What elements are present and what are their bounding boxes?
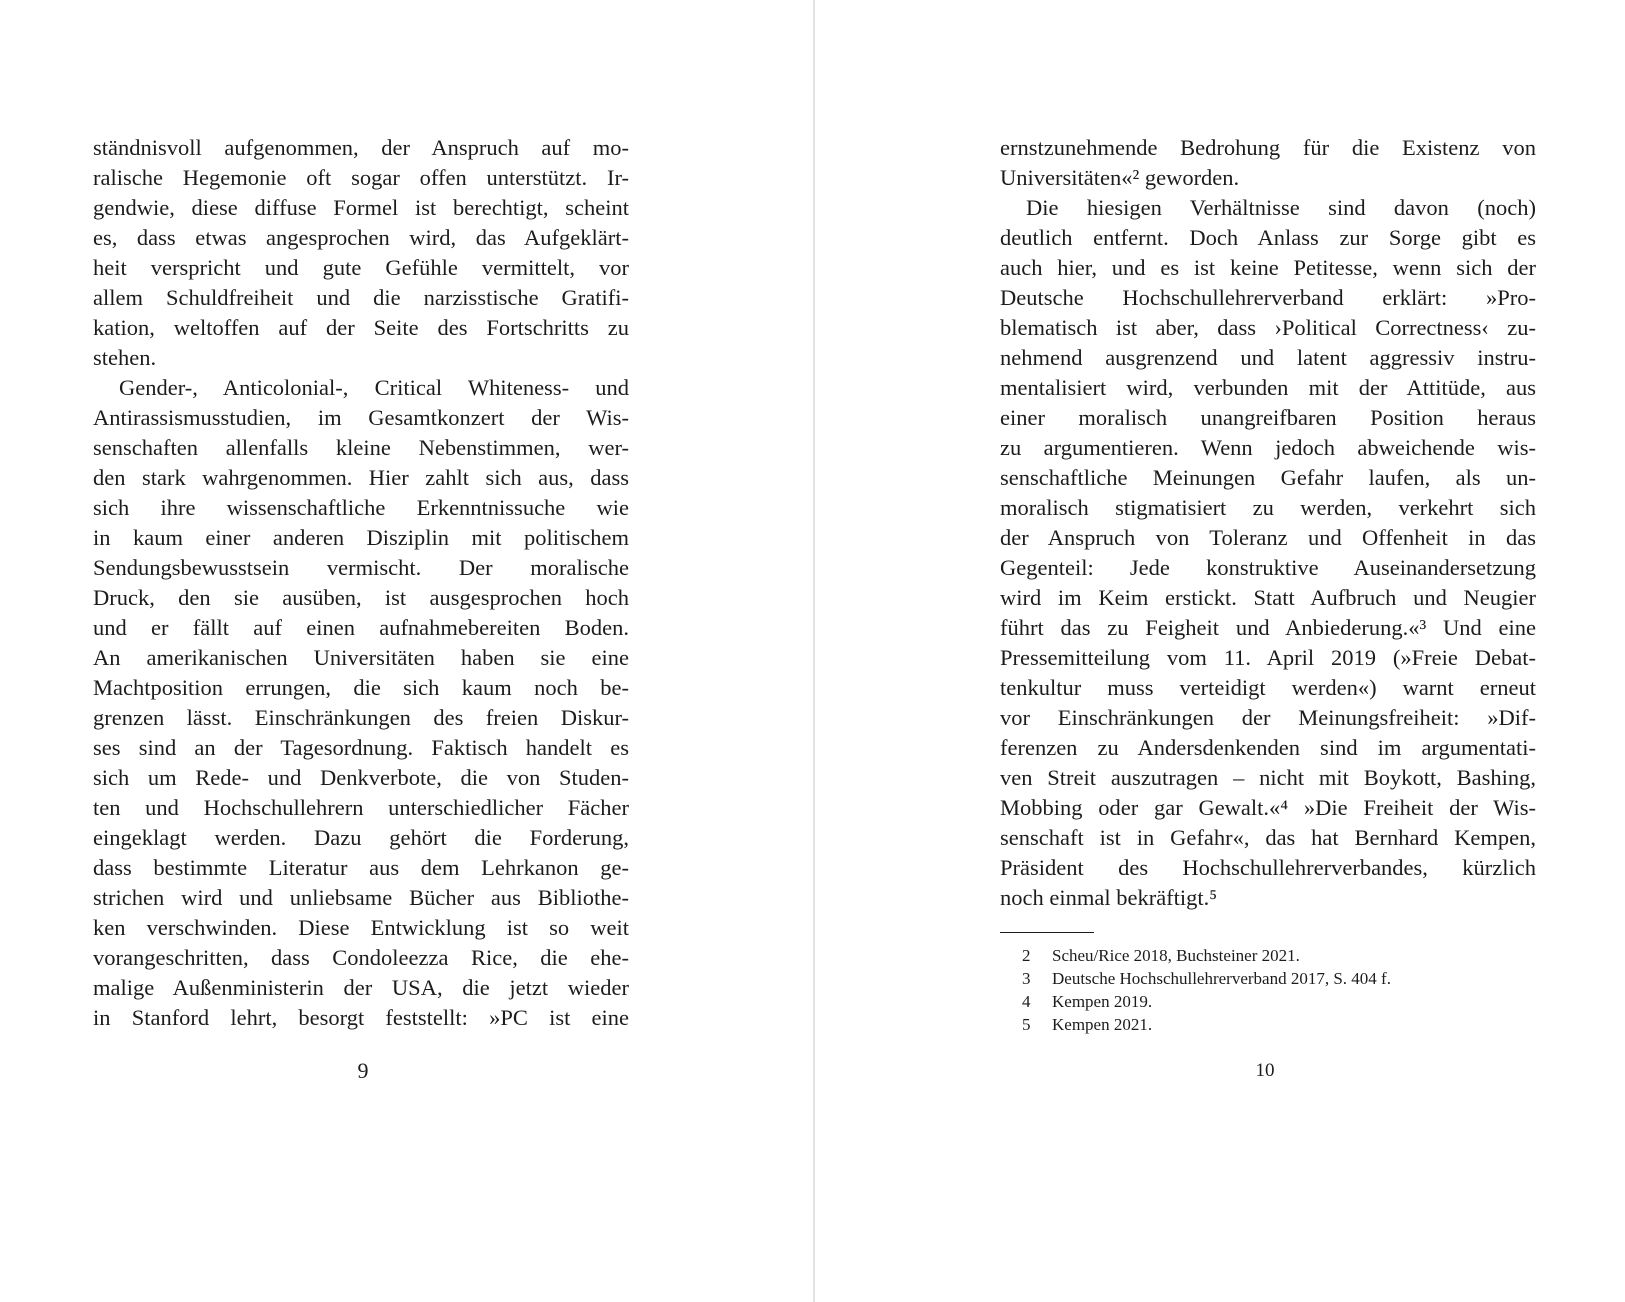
text-line: Universitäten«² geworden.: [1000, 165, 1240, 190]
text-line: heit verspricht und gute Gefühle vermittelt, vor: [93, 255, 629, 280]
text-line: grenzen lässt. Einschränkungen des freien Diskur-: [93, 705, 629, 730]
footnote-number: 3: [1022, 969, 1031, 988]
text-line: sich um Rede- und Denkverbote, die von Studen-: [93, 765, 629, 790]
text-line: Mobbing oder gar Gewalt.«⁴ »Die Freiheit der Wis-: [1000, 795, 1536, 820]
text-line: Machtposition errungen, die sich kaum noch be-: [93, 675, 629, 700]
footnotes: [1022, 944, 1522, 1036]
footnote-divider: [1000, 932, 1094, 933]
text-line: Antirassismusstudien, im Gesamtkonzert der Wis-: [93, 405, 629, 430]
page-number-left: 9: [357, 1058, 369, 1083]
text-line: senschaft ist in Gefahr«, das hat Bernhard Kempen,: [1000, 825, 1536, 850]
right-page-body: [1000, 133, 1536, 913]
text-line: An amerikanischen Universitäten haben sie eine: [93, 645, 629, 670]
text-line: ses sind an der Tagesordnung. Faktisch handelt es: [93, 735, 629, 760]
footnote-number: 5: [1022, 1015, 1031, 1034]
footnote-text: Scheu/Rice 2018, Buchsteiner 2021.: [1052, 946, 1300, 965]
footnote: [1022, 967, 1522, 990]
text-line: senschaftliche Meinungen Gefahr laufen, als un-: [1000, 465, 1536, 490]
footnote-number: 2: [1022, 946, 1031, 965]
text-line: allem Schuldfreiheit und die narzisstische Gratifi-: [93, 285, 629, 310]
footnote-text: Deutsche Hochschullehrerverband 2017, S. 404 f.: [1052, 969, 1391, 988]
text-line: Präsident des Hochschullehrerverbandes, kürzlich: [1000, 855, 1536, 880]
footnote: [1022, 990, 1522, 1013]
text-line: Deutsche Hochschullehrerverband erklärt: »Pro-: [1000, 285, 1536, 310]
text-line: es, dass etwas angesprochen wird, das Aufgeklärt-: [93, 225, 629, 250]
footnote: [1022, 944, 1522, 967]
text-line: Sendungsbewusstsein vermischt. Der moralische: [93, 555, 629, 580]
text-line: kation, weltoffen auf der Seite des Fortschritts zu: [93, 315, 629, 340]
text-line: malige Außenministerin der USA, die jetzt wieder: [93, 975, 629, 1000]
text-line: nehmend ausgrenzend und latent aggressiv instru-: [1000, 345, 1536, 370]
text-line: ralische Hegemonie oft sogar offen unterstützt. Ir-: [93, 165, 629, 190]
text-line: dass bestimmte Literatur aus dem Lehrkanon ge-: [93, 855, 629, 880]
text-line: ten und Hochschullehrern unterschiedlicher Fächer: [93, 795, 629, 820]
text-line: der Anspruch von Toleranz und Offenheit in das: [1000, 525, 1536, 550]
text-line: gendwie, diese diffuse Formel ist berechtigt, scheint: [93, 195, 629, 220]
text-line: Gender-, Anticolonial-, Critical Whiteness- und: [119, 375, 629, 400]
text-line: blematisch ist aber, dass ›Political Correctness‹ zu-: [1000, 315, 1536, 340]
page-gutter: [813, 0, 815, 1302]
text-line: Pressemitteilung vom 11. April 2019 (»Freie Debat-: [1000, 645, 1536, 670]
text-line: tenkultur muss verteidigt werden«) warnt erneut: [1000, 675, 1536, 700]
text-line: führt das zu Feigheit und Anbiederung.«³ Und eine: [1000, 615, 1536, 640]
text-line: vorangeschritten, dass Condoleezza Rice, die ehe-: [93, 945, 629, 970]
text-line: senschaften allenfalls kleine Nebenstimmen, wer-: [93, 435, 629, 460]
text-line: ven Streit auszutragen – nicht mit Boykott, Bashing,: [1000, 765, 1536, 790]
text-line: Druck, den sie ausüben, ist ausgesprochen hoch: [93, 585, 629, 610]
text-line: den stark wahrgenommen. Hier zahlt sich aus, dass: [93, 465, 629, 490]
text-line: in kaum einer anderen Disziplin mit politischem: [93, 525, 629, 550]
text-line: zu argumentieren. Wenn jedoch abweichende wis-: [1000, 435, 1536, 460]
footnote-number: 4: [1022, 992, 1031, 1011]
text-line: ken verschwinden. Diese Entwicklung ist so weit: [93, 915, 629, 940]
text-line: vor Einschränkungen der Meinungsfreiheit: »Dif-: [1000, 705, 1536, 730]
page-number-right: 10: [1255, 1060, 1275, 1081]
text-line: ferenzen zu Andersdenkenden sind im argumentati-: [1000, 735, 1536, 760]
text-line: einer moralisch unangreifbaren Position heraus: [1000, 405, 1536, 430]
text-line: moralisch stigmatisiert zu werden, verkehrt sich: [1000, 495, 1536, 520]
text-line: deutlich entfernt. Doch Anlass zur Sorge gibt es: [1000, 225, 1536, 250]
text-line: ständnisvoll aufgenommen, der Anspruch auf mo-: [93, 135, 629, 160]
footnote-text: Kempen 2021.: [1052, 1015, 1153, 1034]
text-line: und er fällt auf einen aufnahmebereiten Boden.: [93, 615, 629, 640]
text-line: mentalisiert wird, verbunden mit der Attitüde, aus: [1000, 375, 1536, 400]
footnote-text: Kempen 2019.: [1052, 992, 1153, 1011]
text-line: in Stanford lehrt, besorgt feststellt: »PC ist eine: [93, 1005, 629, 1030]
left-page-body: [93, 133, 629, 1033]
text-line: wird im Keim erstickt. Statt Aufbruch und Neugier: [1000, 585, 1536, 610]
text-line: strichen wird und unliebsame Bücher aus Bibliothe-: [93, 885, 629, 910]
text-line: Die hiesigen Verhältnisse sind davon (noch): [1026, 195, 1536, 220]
text-line: Gegenteil: Jede konstruktive Auseinandersetzung: [1000, 555, 1536, 580]
text-line: ernstzunehmende Bedrohung für die Existenz von: [1000, 135, 1536, 160]
text-line: stehen.: [93, 345, 157, 370]
text-line: auch hier, und es ist keine Petitesse, wenn sich der: [1000, 255, 1536, 280]
footnote: [1022, 1013, 1522, 1036]
text-line: sich ihre wissenschaftliche Erkenntnissuche wie: [93, 495, 629, 520]
text-line: noch einmal bekräftigt.⁵: [1000, 885, 1218, 910]
text-line: eingeklagt werden. Dazu gehört die Forderung,: [93, 825, 629, 850]
